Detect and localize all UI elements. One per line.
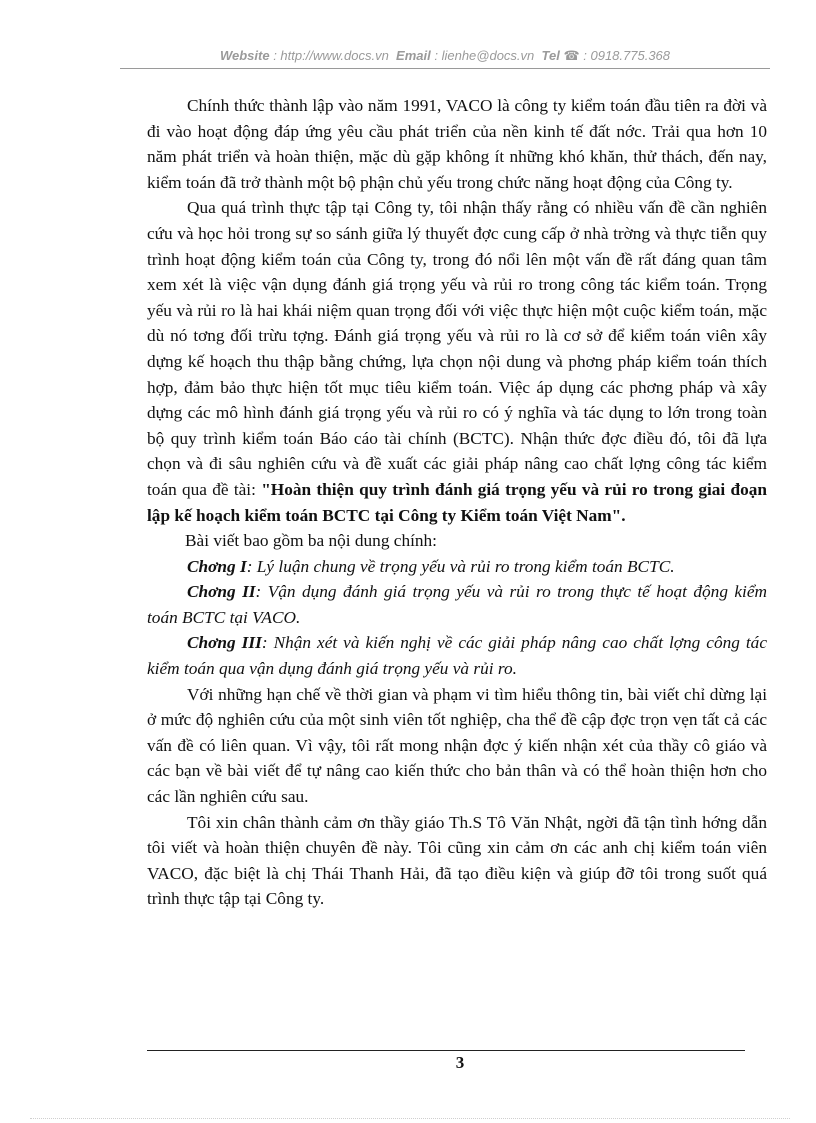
paragraph-research-topic <box>147 195 767 528</box>
tel-value: ☎ : 0918.775.368 <box>563 48 671 63</box>
website-value: : http://www.docs.vn <box>273 48 389 63</box>
chapter-1-title: : Lý luận chung về trọng yếu và rủi ro trong kiểm toán BCTC. <box>246 556 675 576</box>
chapter-3-title: : Nhận xét và kiến nghị về các giải pháp nâng cao chất lợng công tác kiểm toán qua vận dụng đánh giá trọng yếu và rủi ro. <box>147 633 767 679</box>
email-value: : lienhe@docs.vn <box>434 48 535 63</box>
chapter-2-label: Chơng II <box>187 582 256 602</box>
email-label: Email <box>396 48 431 63</box>
chapter-3 <box>147 630 767 681</box>
website-label: Website <box>219 48 270 63</box>
contents-intro: Bài viết bao gồm ba nội dung chính: <box>185 531 437 551</box>
document-body <box>147 93 767 912</box>
chapter-2-title: : Vận dụng đánh giá trọng yếu và rủi ro trong thực tế hoạt động kiểm toán BCTC tại VACO. <box>147 582 768 627</box>
page-header <box>120 46 770 69</box>
chapter-2 <box>147 579 767 630</box>
page-bottom-border <box>30 1118 790 1119</box>
paragraph-research-text: Qua quá trình thực tập tại Công ty, tôi nhận thấy rằng có nhiều vấn đề cần nghiên cứu và học hỏi trong sự so sánh giữa lý thuyết đợc cung cấp ở nhà trờng và thực tiễn quy trình hoạt động kiểm toán của Công ty, trong đó nổi lên một vấn đề rất đáng quan tâm xem xét là việc vận dụng đánh giá trọng yếu và rủi ro trong công tác kiểm toán. Trọng yếu và rủi ro là hai khái niệm quan trọng đối với việc thực hiện một cuộc kiểm toán, mặc dù nó tơng đối trừu tợng. Đánh giá trọng yếu và rủi ro là cơ sở để kiểm toán viên xây dựng kế hoạch thu thập bằng chứng, lựa chọn nội dung và phơng pháp kiểm toán thích hợp, đảm bảo thực hiện tốt mục tiêu kiểm toán. Việc áp dụng các phơng pháp và xây dựng các mô hình đánh giá trọng yếu và rủi ro có ý nghĩa và tác dụng to lớn trong toàn bộ quy trình kiểm toán Báo cáo tài chính (BCTC). Nhận thức đợc điều đó, tôi đã lựa chọn và đi sâu nghiên cứu và đề xuất các giải pháp nâng cao chất lợng công tác kiểm toán qua đề tài: <box>147 198 767 499</box>
thesis-title: "Hoàn thiện quy trình đánh giá trọng yếu và rủi ro trong giai đoạn lập kế hoạch kiểm toán BCTC tại Công ty Kiểm toán Việt Nam". <box>147 479 767 525</box>
paragraph-limitations: Với những hạn chế về thời gian và phạm vi tìm hiểu thông tin, bài viết chỉ dừng lại ở mức độ nghiên cứu của một sinh viên tốt nghiệp, cha thể đề cập đợc trọn vẹn tất cả các vấn đề có liên quan. Vì vậy, tôi rất mong nhận đợc ý kiến nhận xét của thầy cô giáo và các bạn về bài viết để tự nâng cao kiến thức cho bản thân và có thể hoàn thiện hơn cho các lần nghiên cứu sau. <box>147 684 767 807</box>
chapter-1-label: Chơng I <box>187 556 247 576</box>
chapter-3-label: Chơng III <box>187 633 262 653</box>
tel-label: Tel <box>541 48 560 63</box>
chapter-1 <box>147 554 767 580</box>
paragraph-acknowledgements: Tôi xin chân thành cảm ơn thầy giáo Th.S Tô Văn Nhật, ngời đã tận tình hớng dẫn tôi viết và hoàn thiện chuyên đề này. Tôi cũng xin cảm ơn các anh chị kiểm toán viên VACO, đặc biệt là chị Thái Thanh Hải, đã tạo điều kiện và giúp đỡ tôi trong suốt quá trình thực tập tại Công ty. <box>147 812 767 909</box>
footer-divider <box>147 1050 745 1051</box>
paragraph-intro-vaco: Chính thức thành lập vào năm 1991, VACO là công ty kiểm toán đầu tiên ra đời và đi vào hoạt động đáp ứng yêu cầu phát triển của nền kinh tế đất nớc. Trải qua hơn 10 năm phát triển và hoàn thiện, mặc dù gặp không ít những khó khăn, thử thách, đến nay, kiểm toán đã trở thành một bộ phận chủ yếu trong chức năng hoạt động của Công ty. <box>147 96 767 192</box>
page-number: 3 <box>455 1053 465 1072</box>
